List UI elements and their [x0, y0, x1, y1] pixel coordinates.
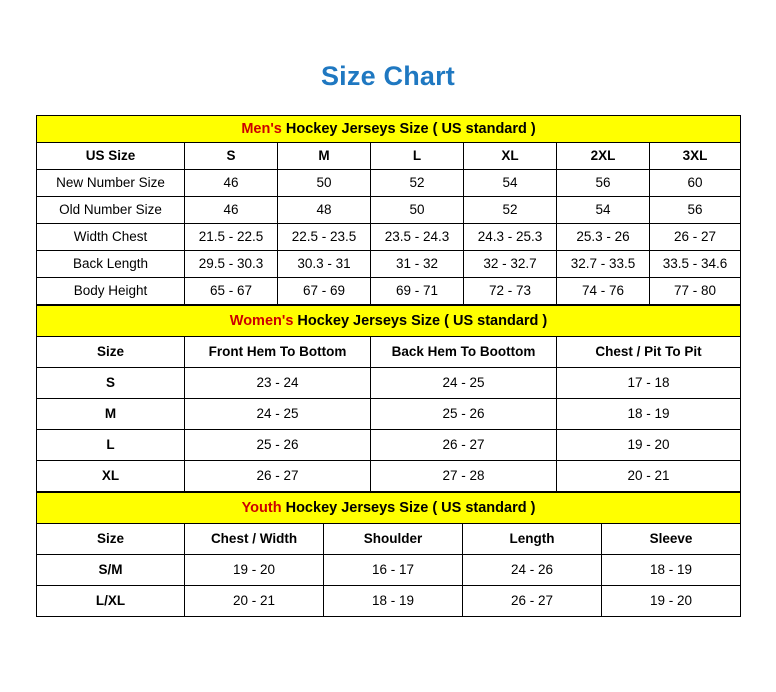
mens-col-2: M — [278, 143, 371, 170]
womens-row-0-label: S — [37, 368, 185, 399]
womens-row-0-cell-2: 17 - 18 — [557, 368, 741, 399]
youth-col-1: Chest / Width — [185, 524, 324, 555]
table-row — [37, 170, 741, 197]
youth-row-1-cell-2: 26 - 27 — [463, 586, 602, 617]
mens-column-header-row — [37, 143, 741, 170]
mens-row-2-cell-1: 22.5 - 23.5 — [278, 224, 371, 251]
mens-section-header — [37, 116, 741, 143]
mens-row-3-cell-3: 32 - 32.7 — [464, 251, 557, 278]
womens-row-1-cell-2: 18 - 19 — [557, 399, 741, 430]
mens-row-4-cell-3: 72 - 73 — [464, 278, 557, 305]
mens-col-6: 3XL — [650, 143, 741, 170]
table-row — [37, 586, 741, 617]
table-row — [37, 430, 741, 461]
mens-row-2-label: Width Chest — [37, 224, 185, 251]
mens-size-table — [36, 115, 741, 305]
mens-row-2-cell-0: 21.5 - 22.5 — [185, 224, 278, 251]
mens-col-4: XL — [464, 143, 557, 170]
mens-row-0-cell-1: 50 — [278, 170, 371, 197]
womens-row-2-cell-0: 25 - 26 — [185, 430, 371, 461]
mens-row-4-cell-2: 69 - 71 — [371, 278, 464, 305]
mens-row-4-cell-4: 74 - 76 — [557, 278, 650, 305]
womens-size-table — [36, 305, 741, 492]
mens-row-4-label: Body Height — [37, 278, 185, 305]
mens-row-0-cell-4: 56 — [557, 170, 650, 197]
mens-row-4-cell-5: 77 - 80 — [650, 278, 741, 305]
mens-col-5: 2XL — [557, 143, 650, 170]
womens-col-2: Back Hem To Boottom — [371, 337, 557, 368]
table-row — [37, 251, 741, 278]
table-row — [37, 278, 741, 305]
mens-row-3-cell-1: 30.3 - 31 — [278, 251, 371, 278]
youth-column-header-row — [37, 524, 741, 555]
mens-row-1-cell-0: 46 — [185, 197, 278, 224]
youth-col-4: Sleeve — [602, 524, 741, 555]
mens-row-0-cell-0: 46 — [185, 170, 278, 197]
mens-row-1-cell-1: 48 — [278, 197, 371, 224]
womens-row-1-cell-1: 25 - 26 — [371, 399, 557, 430]
mens-row-2-cell-4: 25.3 - 26 — [557, 224, 650, 251]
womens-column-header-row — [37, 337, 741, 368]
mens-row-3-cell-5: 33.5 - 34.6 — [650, 251, 741, 278]
womens-row-2-cell-1: 26 - 27 — [371, 430, 557, 461]
youth-col-0: Size — [37, 524, 185, 555]
womens-section-header-row — [37, 306, 741, 337]
table-row — [37, 224, 741, 251]
womens-row-0-cell-0: 23 - 24 — [185, 368, 371, 399]
womens-col-3: Chest / Pit To Pit — [557, 337, 741, 368]
youth-row-0-label: S/M — [37, 555, 185, 586]
womens-row-2-label: L — [37, 430, 185, 461]
womens-heading-accent: Women's — [229, 313, 294, 329]
mens-heading-accent: Men's — [241, 121, 282, 137]
youth-row-0-cell-1: 16 - 17 — [324, 555, 463, 586]
womens-row-2-cell-2: 19 - 20 — [557, 430, 741, 461]
youth-row-1-cell-3: 19 - 20 — [602, 586, 741, 617]
mens-col-0: US Size — [37, 143, 185, 170]
mens-row-1-label: Old Number Size — [37, 197, 185, 224]
table-row — [37, 197, 741, 224]
mens-row-0-cell-5: 60 — [650, 170, 741, 197]
table-row — [37, 461, 741, 492]
youth-col-2: Shoulder — [324, 524, 463, 555]
youth-col-3: Length — [463, 524, 602, 555]
page-title: Size Chart — [320, 61, 456, 91]
mens-row-1-cell-3: 52 — [464, 197, 557, 224]
mens-row-3-cell-0: 29.5 - 30.3 — [185, 251, 278, 278]
mens-col-3: L — [371, 143, 464, 170]
youth-row-1-cell-1: 18 - 19 — [324, 586, 463, 617]
mens-row-4-cell-1: 67 - 69 — [278, 278, 371, 305]
mens-row-1-cell-4: 54 — [557, 197, 650, 224]
womens-heading-rest: Hockey Jerseys Size ( US standard ) — [293, 313, 548, 329]
mens-row-2-cell-2: 23.5 - 24.3 — [371, 224, 464, 251]
womens-col-1: Front Hem To Bottom — [185, 337, 371, 368]
mens-row-0-cell-3: 54 — [464, 170, 557, 197]
table-row — [37, 368, 741, 399]
womens-row-0-cell-1: 24 - 25 — [371, 368, 557, 399]
mens-row-0-cell-2: 52 — [371, 170, 464, 197]
youth-section-header — [37, 493, 741, 524]
youth-size-table — [36, 492, 741, 617]
youth-row-0-cell-0: 19 - 20 — [185, 555, 324, 586]
womens-row-1-label: M — [37, 399, 185, 430]
mens-row-3-label: Back Length — [37, 251, 185, 278]
mens-row-0-label: New Number Size — [37, 170, 185, 197]
mens-row-3-cell-2: 31 - 32 — [371, 251, 464, 278]
mens-section-header-row — [37, 116, 741, 143]
mens-row-2-cell-5: 26 - 27 — [650, 224, 741, 251]
mens-row-4-cell-0: 65 - 67 — [185, 278, 278, 305]
womens-row-3-cell-0: 26 - 27 — [185, 461, 371, 492]
womens-row-3-cell-2: 20 - 21 — [557, 461, 741, 492]
womens-row-3-label: XL — [37, 461, 185, 492]
size-tables-container — [36, 115, 740, 617]
table-row — [37, 555, 741, 586]
mens-heading-rest: Hockey Jerseys Size ( US standard ) — [281, 121, 536, 137]
table-row — [37, 399, 741, 430]
youth-heading-rest: Hockey Jerseys Size ( US standard ) — [281, 500, 536, 516]
youth-row-1-label: L/XL — [37, 586, 185, 617]
mens-col-1: S — [185, 143, 278, 170]
mens-row-3-cell-4: 32.7 - 33.5 — [557, 251, 650, 278]
womens-section-header — [37, 306, 741, 337]
youth-section-header-row — [37, 493, 741, 524]
womens-row-3-cell-1: 27 - 28 — [371, 461, 557, 492]
mens-row-1-cell-2: 50 — [371, 197, 464, 224]
youth-heading-accent: Youth — [241, 500, 282, 516]
youth-row-0-cell-2: 24 - 26 — [463, 555, 602, 586]
mens-row-2-cell-3: 24.3 - 25.3 — [464, 224, 557, 251]
mens-row-1-cell-5: 56 — [650, 197, 741, 224]
youth-row-0-cell-3: 18 - 19 — [602, 555, 741, 586]
womens-col-0: Size — [37, 337, 185, 368]
youth-row-1-cell-0: 20 - 21 — [185, 586, 324, 617]
womens-row-1-cell-0: 24 - 25 — [185, 399, 371, 430]
